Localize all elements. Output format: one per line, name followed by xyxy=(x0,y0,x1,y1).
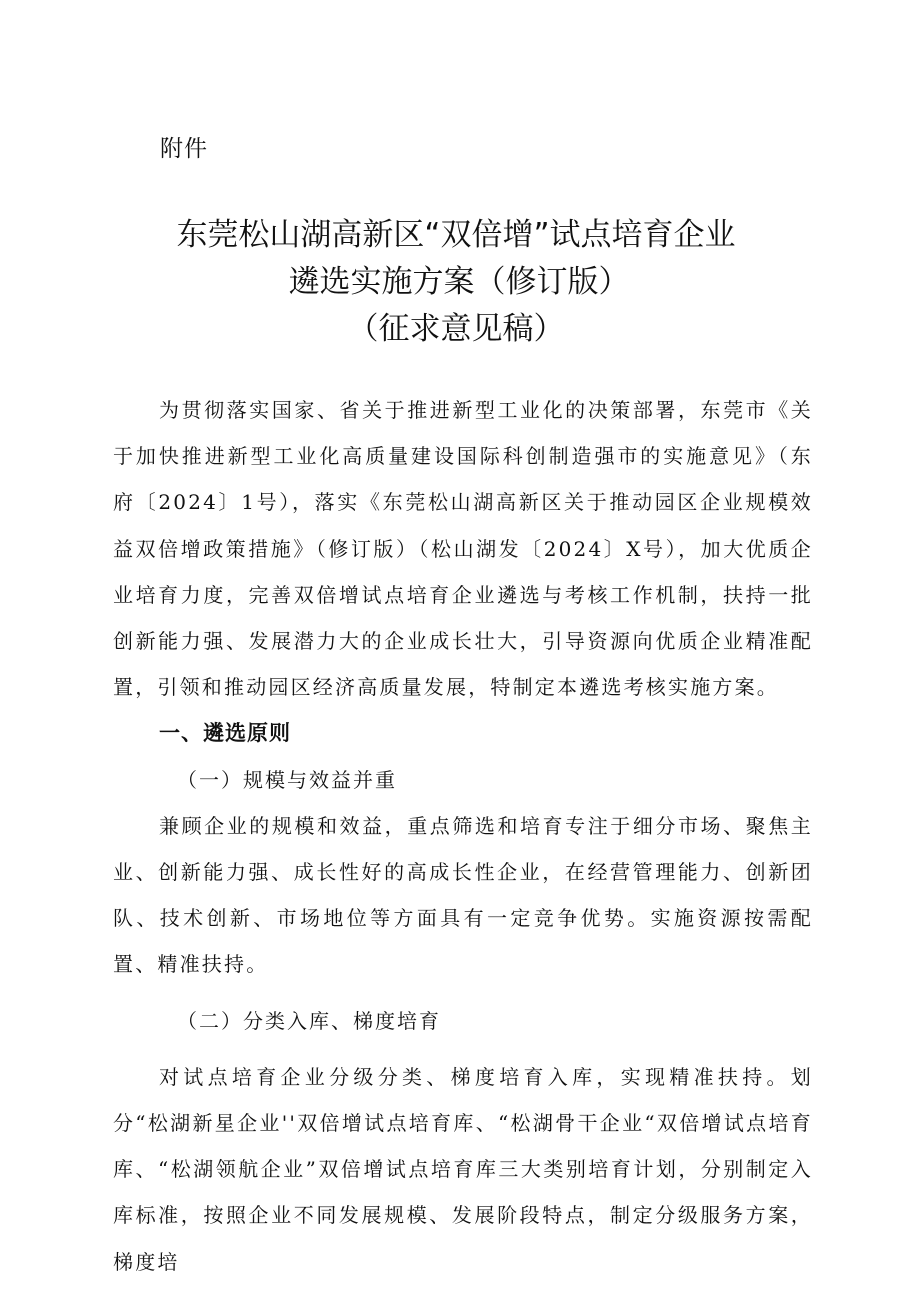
subsection-1-heading: （一）规模与效益并重 xyxy=(177,767,397,792)
intro-paragraph: 为贯彻落实国家、省关于推进新型工业化的决策部署，东莞市《关于加快推进新型工业化高质量建设国际科创制造强市的实施意见》（东府〔2024〕1号），落实《东莞松山湖高新区关于推动园区企业规模效益双倍增政策措施》（修订版）（松山湖发〔2024〕X号），加大优质企业培育力度，完善双倍增试点培育企业遴选与考核工作机制，扶持一批创新能力强、发展潜力大的企业成长壮大，引导资源向优质企业精准配置，引领和推动园区经济高质量发展，特制定本遴选考核实施方案。 xyxy=(113,398,813,700)
title-line-2: 遴选实施方案（修订版） xyxy=(288,264,630,300)
section-1-heading: 一、遴选原则 xyxy=(159,721,291,746)
document-title xyxy=(0,212,920,353)
attachment-label: 附件 xyxy=(160,136,208,162)
subsection-1-paragraph: 兼顾企业的规模和效益，重点筛选和培育专注于细分市场、聚焦主业、创新能力强、成长性好的高成长性企业，在经营管理能力、创新团队、技术创新、市场地位等方面具有一定竞争优势。实施资源按需配置、精准扶持。 xyxy=(113,813,813,977)
document-body xyxy=(113,387,813,1285)
paragraph-gap xyxy=(113,1044,813,1054)
paragraph-gap xyxy=(113,988,813,998)
subsection-2-paragraph: 对试点培育企业分级分类、梯度培育入库，实现精准扶持。划分“松湖新星企业''双倍增试点培育库、“松湖骨干企业“双倍增试点培育库、“松湖领航企业”双倍增试点培育库三大类别培育计划，分别制定入库标准，按照企业不同发展规模、发展阶段特点，制定分级服务方案，梯度培 xyxy=(113,1064,813,1274)
title-line-1: 东莞松山湖高新区“双倍增”试点培育企业 xyxy=(176,217,736,253)
subsection-2-heading: （二）分类入库、梯度培育 xyxy=(177,1008,441,1033)
title-line-3: （征求意见稿） xyxy=(347,311,565,347)
